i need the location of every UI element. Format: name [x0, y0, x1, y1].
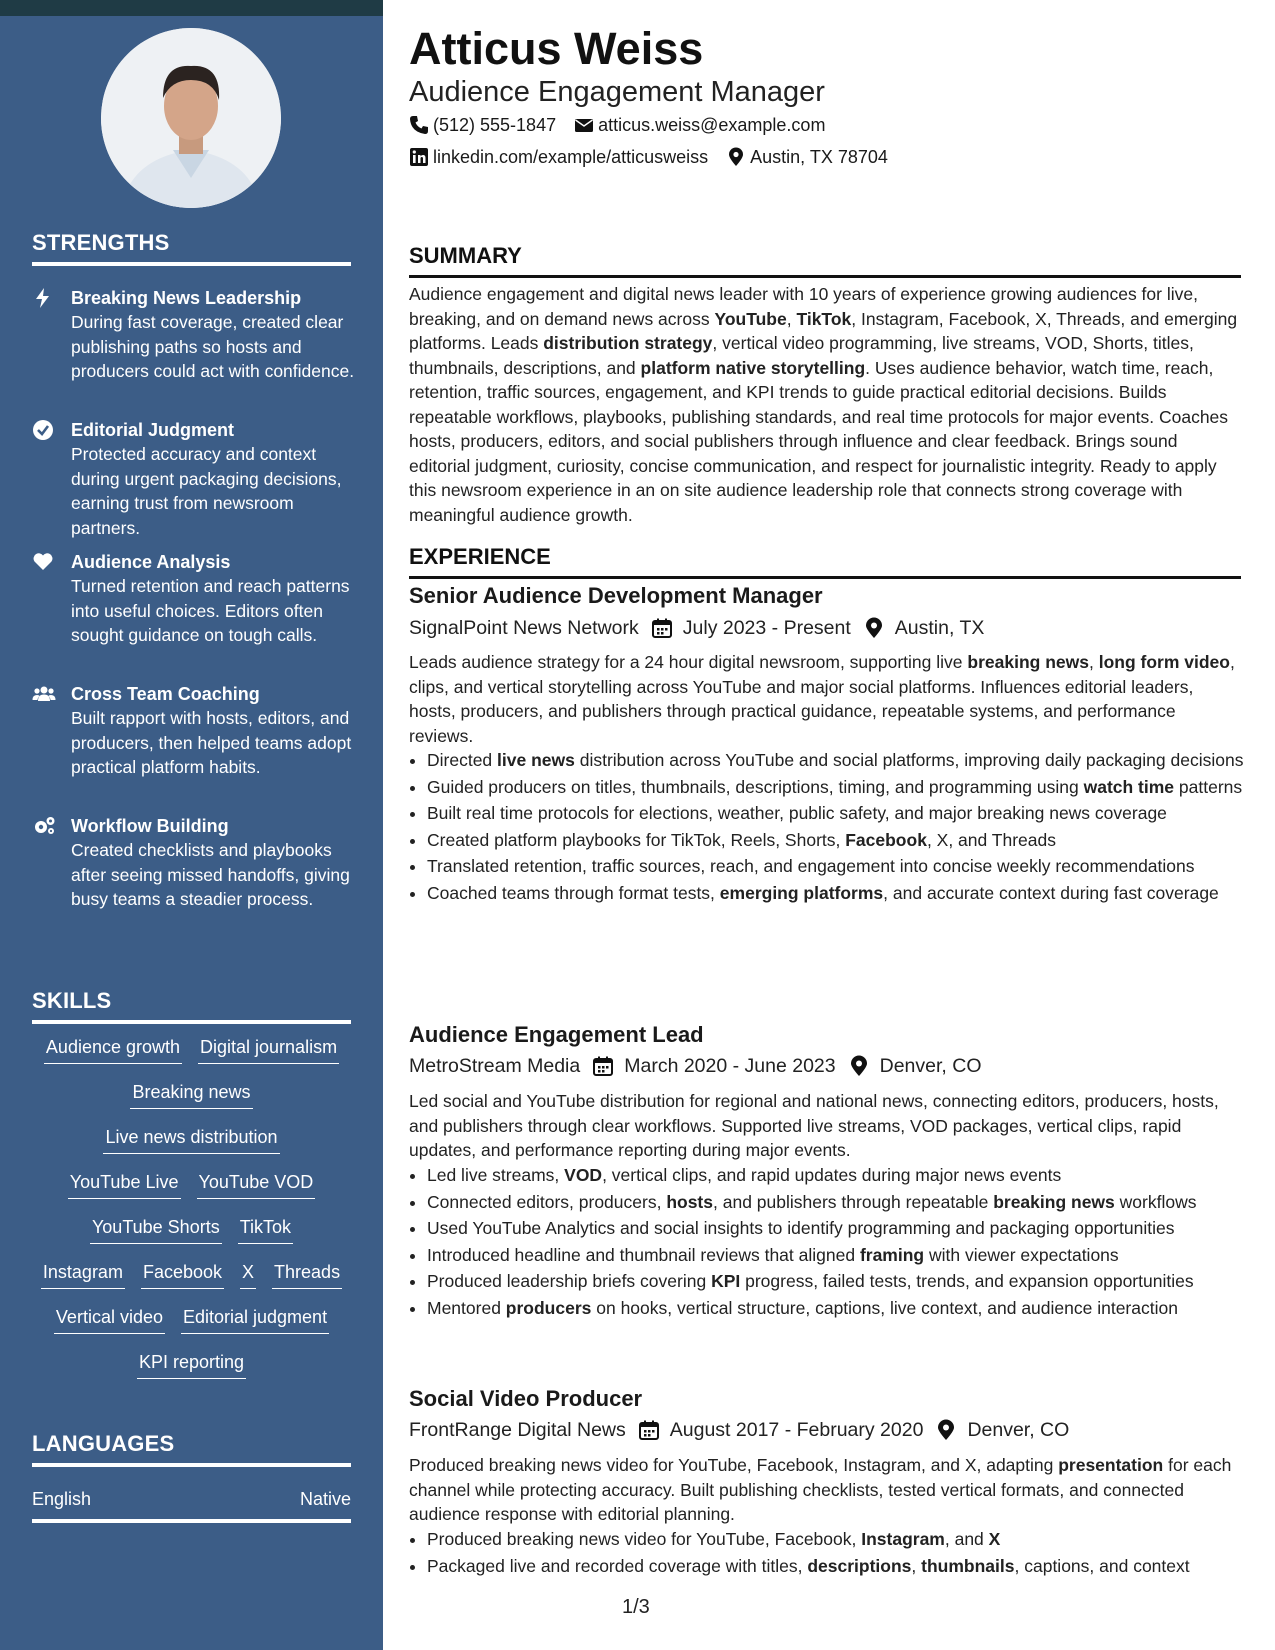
- calendar-icon: [592, 1055, 614, 1077]
- skill-row: [32, 1170, 351, 1215]
- skill-tag: TikTok: [238, 1215, 293, 1244]
- skill-tag: Facebook: [141, 1260, 224, 1289]
- job-title: Social Video Producer: [409, 1386, 643, 1411]
- summary-heading: SUMMARY: [409, 243, 1241, 278]
- map-pin-icon: [726, 147, 746, 167]
- strength-desc: During fast coverage, created clear publishing paths so hosts and producers could act with confidence.: [71, 312, 355, 381]
- job-bullet: • Produced leadership briefs covering KPI progress, failed tests, trends, and expansion opportunities: [427, 1269, 1259, 1294]
- skill-tag: Instagram: [41, 1260, 125, 1289]
- job-bullets: [409, 1163, 1259, 1322]
- job-bullet: • Coached teams through format tests, emerging platforms, and accurate context during fast coverage: [427, 881, 1259, 906]
- job-location: Denver, CO: [967, 1419, 1070, 1441]
- skill-tag: Threads: [272, 1260, 342, 1289]
- job-bullet: • Directed live news distribution across YouTube and social platforms, improving daily packaging decisions: [427, 748, 1259, 773]
- strength-title: Audience Analysis: [71, 552, 231, 572]
- company-name: FrontRange Digital News: [409, 1419, 626, 1441]
- summary-text: Audience engagement and digital news leader with 10 years of experience growing audiences for live, breaking, and on demand news across YouTube, TikTok, Instagram, Facebook, X, Threads, and emerging platforms. Leads distribution strategy, vertical video programming, live streams, VOD, Shorts, titles, thumbnails, descriptions, and platform native storytelling. Uses audience behavior, watch time, reach, retention, traffic sources, engagement, and KPI trends to guide practical editorial decisions. Builds repeatable workflows, playbooks, publishing standards, and real time protocols for major events. Coaches hosts, producers, editors, and social publishers through influence and clear feedback. Brings sound editorial judgment, curiosity, concise communication, and respect for journalistic integrity. Ready to apply this newsroom experience in an on site audience leadership role that connects strong coverage with meaningful audience growth.: [409, 284, 1238, 525]
- phone-icon: [409, 115, 429, 135]
- skill-tag: YouTube Live: [68, 1170, 181, 1199]
- location: Austin, TX 78704: [750, 147, 888, 167]
- check-circle-icon: [32, 419, 56, 441]
- strength-desc: Protected accuracy and context during urgent packaging decisions, earning trust from newsroom partners.: [71, 444, 342, 538]
- skill-row: [32, 1125, 351, 1170]
- strength-item: [32, 682, 357, 780]
- candidate-name: Atticus Weiss: [409, 23, 704, 74]
- job-bullets: [409, 1527, 1259, 1580]
- profile-photo: [101, 28, 281, 208]
- strength-title: Breaking News Leadership: [71, 288, 302, 308]
- strength-title: Editorial Judgment: [71, 420, 235, 440]
- skill-row: [32, 1215, 351, 1260]
- language-name: English: [32, 1489, 92, 1509]
- skill-tag: Live news distribution: [103, 1125, 279, 1154]
- top-band: [0, 0, 383, 16]
- skills-heading: SKILLS: [32, 988, 351, 1024]
- envelope-icon: [574, 115, 594, 135]
- job-bullet: • Produced breaking news video for YouTube, Facebook, Instagram, and X: [427, 1527, 1259, 1552]
- skill-tag: KPI reporting: [137, 1350, 246, 1379]
- company-name: MetroStream Media: [409, 1055, 581, 1077]
- job-meta: [409, 1052, 982, 1080]
- map-pin-icon: [935, 1419, 957, 1441]
- skill-row: [32, 1080, 351, 1125]
- languages-heading: LANGUAGES: [32, 1431, 351, 1467]
- skill-row: [32, 1305, 351, 1350]
- job-description: Produced breaking news video for YouTube, Facebook, Instagram, and X, adapting presentation for each channel while protecting accuracy. Built publishing checklists, tested vertical formats, and connected audience response with editorial planning.: [409, 1455, 1232, 1524]
- calendar-icon: [651, 617, 673, 639]
- strength-desc: Created checklists and playbooks after seeing missed handoffs, giving busy teams a steadier process.: [71, 840, 350, 909]
- skill-tag: Breaking news: [130, 1080, 252, 1109]
- bolt-icon: [32, 287, 56, 309]
- strength-item: [32, 286, 357, 384]
- language-row: [32, 1489, 351, 1510]
- job-bullet: • Led live streams, VOD, vertical clips, and rapid updates during major news events: [427, 1163, 1259, 1188]
- job-bullet: • Guided producers on titles, thumbnails, descriptions, timing, and programming using watch time patterns: [427, 775, 1259, 800]
- strength-item: [32, 814, 357, 912]
- job-location: Denver, CO: [879, 1055, 982, 1077]
- skill-row: [32, 1350, 351, 1395]
- strength-title: Workflow Building: [71, 816, 229, 836]
- phone-number[interactable]: (512) 555-1847: [433, 115, 557, 135]
- skill-tag: Audience growth: [44, 1035, 182, 1064]
- linkedin-icon: [409, 147, 429, 167]
- sidebar: [0, 0, 383, 1650]
- job-meta: [409, 1416, 1069, 1444]
- skill-tag: YouTube Shorts: [90, 1215, 222, 1244]
- strength-desc: Built rapport with hosts, editors, and producers, then helped teams adopt practical platform habits.: [71, 708, 352, 777]
- strength-desc: Turned retention and reach patterns into useful choices. Editors often sought guidance on tough calls.: [71, 576, 350, 645]
- skill-tag: Editorial judgment: [181, 1305, 329, 1334]
- job-title: Audience Engagement Lead: [409, 1022, 704, 1047]
- job-bullet: • Used YouTube Analytics and social insights to identify programming and packaging opportunities: [427, 1216, 1259, 1241]
- strengths-heading: STRENGTHS: [32, 230, 351, 266]
- experience-heading: EXPERIENCE: [409, 544, 1241, 579]
- job-description: Leads audience strategy for a 24 hour digital newsroom, supporting live breaking news, long form video, clips, and vertical storytelling across YouTube and major social platforms. Influences editorial leaders, hosts, producers, and publishers through practical guidance, repeatable systems, and performance reviews.: [409, 652, 1235, 746]
- linkedin-link[interactable]: linkedin.com/example/atticusweiss: [433, 147, 709, 167]
- strength-item: [32, 418, 357, 540]
- skill-tag: Vertical video: [54, 1305, 165, 1334]
- job-description: Led social and YouTube distribution for regional and national news, connecting editors, producers, hosts, and publishers through clear workflows. Supported live streams, VOD packages, vertical clips, rapid updates, and performance reporting during major events.: [409, 1091, 1219, 1160]
- skill-tag: Digital journalism: [198, 1035, 339, 1064]
- contact-row: [409, 145, 888, 169]
- language-level-bar: [32, 1519, 351, 1523]
- skill-row: [32, 1260, 351, 1305]
- map-pin-icon: [863, 617, 885, 639]
- company-name: SignalPoint News Network: [409, 617, 639, 639]
- job-bullet: • Mentored producers on hooks, vertical structure, captions, live context, and audience interaction: [427, 1296, 1259, 1321]
- skill-tag: X: [240, 1260, 256, 1289]
- job-dates: July 2023 - Present: [682, 617, 851, 639]
- job-bullet: • Connected editors, producers, hosts, and publishers through repeatable breaking news workflows: [427, 1190, 1259, 1215]
- job-dates: August 2017 - February 2020: [669, 1419, 924, 1441]
- job-bullet: • Introduced headline and thumbnail reviews that aligned framing with viewer expectations: [427, 1243, 1259, 1268]
- email-link[interactable]: atticus.weiss@example.com: [598, 115, 826, 135]
- strength-title: Cross Team Coaching: [71, 684, 260, 704]
- language-level: Native: [299, 1489, 351, 1509]
- calendar-icon: [638, 1419, 660, 1441]
- job-bullet: • Created platform playbooks for TikTok, Reels, Shorts, Facebook, X, and Threads: [427, 828, 1259, 853]
- skill-row: [32, 1035, 351, 1080]
- job-meta: [409, 614, 984, 642]
- job-location: Austin, TX: [894, 617, 985, 639]
- strength-item: [32, 550, 357, 648]
- skill-tag: YouTube VOD: [197, 1170, 316, 1199]
- candidate-role: Audience Engagement Manager: [409, 76, 825, 108]
- job-dates: March 2020 - June 2023: [624, 1055, 836, 1077]
- gears-icon: [32, 815, 56, 837]
- job-bullet: • Built real time protocols for elections, weather, public safety, and major breaking news coverage: [427, 801, 1259, 826]
- job-bullet: • Packaged live and recorded coverage with titles, descriptions, thumbnails, captions, and context: [427, 1554, 1259, 1579]
- job-bullets: [409, 748, 1259, 907]
- users-icon: [32, 683, 56, 705]
- map-pin-icon: [848, 1055, 870, 1077]
- contact-row: [409, 113, 825, 137]
- page-number: 1/3: [622, 1596, 650, 1618]
- job-bullet: • Translated retention, traffic sources, reach, and engagement into concise weekly recommendations: [427, 854, 1259, 879]
- heart-icon: [32, 551, 56, 573]
- skills-list: [32, 1035, 351, 1395]
- job-title: Senior Audience Development Manager: [409, 583, 823, 608]
